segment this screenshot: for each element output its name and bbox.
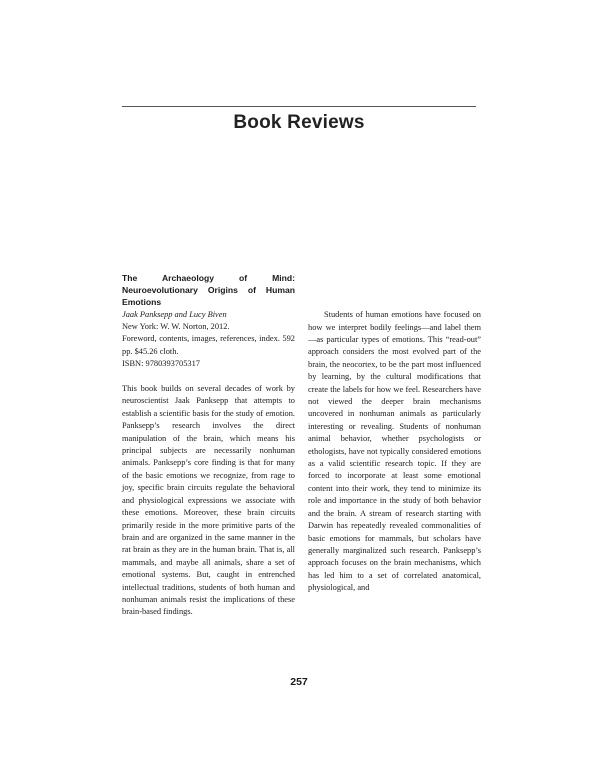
book-details: Foreword, contents, images, references, index. 592 pp. $45.26 cloth. (122, 334, 295, 356)
book-isbn: ISBN: 9780393705317 (122, 359, 200, 369)
review-paragraph-1: This book builds on several decades of work by neuroscientist Jaak Panksepp that attempts to establish a scientific basis for the study of emotion. Panksepp’s research involves the direct manipulation of the brain, which means his principal subjects are necessarily nonhuman animals. Panksepp’s core finding is that for many of the basic emotions we recognize, from rage to joy, specific brain circuits regulate the behavioral and physiological expressions we associate with these emotions. Moreover, these brain circuits primarily reside in the more primitive parts of the brain and are organized in the same manner in the rat brain as they are in the human brain. That is, all mammals, and maybe all animals, share a set of emotional systems. But, caught in entrenched intellectual traditions, students of both human and nonhuman animals resist the implications of these brain-based findings. (122, 384, 295, 617)
column-continuation-space (308, 272, 481, 309)
book-authors: Jaak Panksepp and Lucy Biven (122, 309, 227, 319)
book-publisher: New York: W. W. Norton, 2012. (122, 322, 230, 332)
page-number: 257 (290, 676, 308, 688)
header-rule (122, 106, 476, 107)
review-paragraph-2: Students of human emotions have focused on how we interpret bodily feelings—and label them—as particular types of emotions. This “read-out” approach considers the most evolved part of the brain, the neocortex, to be the part most influenced by learning, by the cultural modifications that create the labels for how we feel. Researchers have not viewed the deeper brain mechanisms uncovered in nonhuman animals as particularly interesting or revealing. Students of nonhuman animal behavior, whether psychologists or ethologists, have not typically considered emotions as a valid scientific research topic. If they are forced to incorporate at least some emotional content into their work, they tend to minimize its role and importance in the study of both behavior and the brain. A stream of research starting with Darwin has repeatedly revealed commonalities of basic emotions for mammals, but scholars have generally marginalized such research. Panksepp’s approach focuses on the brain mechanisms, which has led him to a set of correlated anatomical, physiological, and (308, 310, 481, 593)
book-title: The Archaeology of Mind: Neuroevolutionary Origins of Human Emotions (122, 273, 295, 308)
section-title: Book Reviews (233, 112, 365, 133)
left-column (122, 272, 295, 619)
right-column (308, 272, 481, 595)
